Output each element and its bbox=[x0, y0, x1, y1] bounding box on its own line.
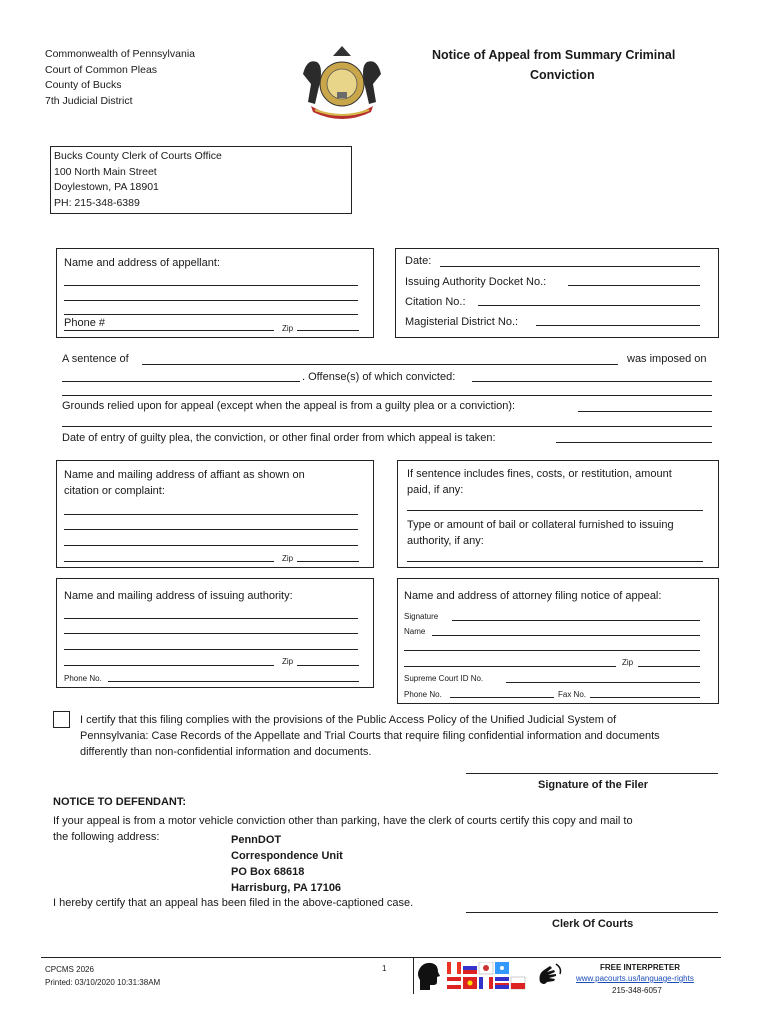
speaker-head-icon bbox=[416, 960, 442, 992]
offenses-field-2[interactable] bbox=[62, 395, 712, 396]
offenses-label: . Offense(s) of which convicted: bbox=[302, 371, 456, 383]
sign-language-icon bbox=[536, 962, 564, 990]
clerk-office-address bbox=[54, 149, 222, 211]
affiant-line-1[interactable] bbox=[64, 514, 358, 515]
bail-field[interactable] bbox=[407, 561, 703, 562]
language-flags-icon bbox=[447, 962, 531, 990]
issuing-authority-label: Name and mailing address of issuing authority: bbox=[64, 590, 293, 602]
notice-heading: NOTICE TO DEFENDANT: bbox=[53, 796, 187, 808]
sentence-label: A sentence of bbox=[62, 353, 129, 365]
grounds-label: Grounds relied upon for appeal (except when the appeal is from a guilty plea or a conviction): bbox=[62, 400, 516, 412]
appellant-phone-label: Phone # bbox=[64, 317, 105, 329]
footer-rule bbox=[41, 957, 721, 958]
supreme-court-field[interactable] bbox=[506, 682, 700, 683]
issuing-line-2[interactable] bbox=[64, 633, 358, 634]
checkbox-icon[interactable] bbox=[53, 711, 70, 728]
printed-date: Printed: 03/10/2020 10:31:38AM bbox=[45, 978, 161, 987]
affiant-line-4[interactable] bbox=[64, 561, 274, 562]
notice-line-1: If your appeal is from a motor vehicle conviction other than parking, have the clerk of courts certify this copy and mail to bbox=[53, 815, 633, 827]
imposed-label: was imposed on bbox=[627, 353, 707, 365]
court-line-1: Commonwealth of Pennsylvania bbox=[45, 48, 195, 60]
certify-line-3: differently than non-confidential information and documents. bbox=[80, 746, 372, 758]
court-header bbox=[45, 47, 195, 109]
page-number: 1 bbox=[382, 964, 387, 973]
affiant-zip-field[interactable] bbox=[297, 561, 359, 562]
issuing-line-1[interactable] bbox=[64, 618, 358, 619]
bail-label-1: Type or amount of bail or collateral furnished to issuing bbox=[407, 519, 674, 531]
affiant-zip-label: Zip bbox=[282, 554, 294, 563]
affiant-line-3[interactable] bbox=[64, 545, 358, 546]
court-line-2: Court of Common Pleas bbox=[45, 63, 158, 76]
attorney-fax-label: Fax No. bbox=[558, 690, 587, 699]
appellant-zip-field[interactable] bbox=[297, 330, 359, 331]
issuing-zip-label: Zip bbox=[282, 657, 294, 666]
attorney-zip-label: Zip bbox=[622, 658, 634, 667]
affiant-label-1: Name and mailing address of affiant as shown on bbox=[64, 469, 305, 481]
fines-label-2: paid, if any: bbox=[407, 484, 464, 496]
appellant-zip-label: Zip bbox=[282, 324, 294, 333]
interpreter-title: FREE INTERPRETER bbox=[600, 963, 681, 972]
attorney-fax-field[interactable] bbox=[590, 697, 700, 698]
affiant-label-2: citation or complaint: bbox=[64, 485, 165, 497]
district-label: Magisterial District No.: bbox=[405, 316, 519, 328]
grounds-field-1[interactable] bbox=[578, 411, 712, 412]
date-field[interactable] bbox=[440, 266, 700, 267]
form-title-line-1: Notice of Appeal from Summary Criminal bbox=[432, 48, 676, 62]
appellant-phone-field[interactable] bbox=[64, 330, 274, 331]
issuing-phone-field[interactable] bbox=[108, 681, 359, 682]
attorney-address-line[interactable] bbox=[404, 650, 700, 651]
docket-label: Issuing Authority Docket No.: bbox=[405, 276, 547, 288]
certify-text bbox=[80, 712, 660, 760]
court-line-3: County of Bucks bbox=[45, 79, 122, 91]
issuing-phone-label: Phone No. bbox=[64, 674, 102, 683]
penndot-line-3: PO Box 68618 bbox=[231, 866, 305, 878]
attorney-phone-label: Phone No. bbox=[404, 690, 442, 699]
issuing-line-4[interactable] bbox=[64, 665, 274, 666]
clerk-signature-line[interactable] bbox=[466, 912, 718, 913]
certify-line-1: I certify that this filing complies with the provisions of the Public Access Policy of the Unified Judicial System of bbox=[80, 714, 617, 726]
attorney-name-label: Name bbox=[404, 627, 426, 636]
appellant-line-2[interactable] bbox=[64, 300, 358, 301]
form-title-line-2: Conviction bbox=[530, 68, 595, 82]
attorney-signature-label: Signature bbox=[404, 612, 439, 621]
penndot-address bbox=[231, 832, 343, 896]
attorney-name-field[interactable] bbox=[432, 635, 700, 636]
court-line-4: 7th Judicial District bbox=[45, 94, 133, 107]
penndot-line-1: PennDOT bbox=[231, 834, 282, 846]
attorney-zip-field[interactable] bbox=[638, 666, 700, 667]
penndot-line-2: Correspondence Unit bbox=[231, 850, 343, 862]
appellant-line-1[interactable] bbox=[64, 285, 358, 286]
clerk-office-line-4: PH: 215-348-6389 bbox=[54, 196, 140, 209]
appeal-certify-line: I hereby certify that an appeal has been filed in the above-captioned case. bbox=[53, 897, 414, 909]
supreme-court-label: Supreme Court ID No. bbox=[404, 674, 484, 683]
attorney-phone-field[interactable] bbox=[450, 697, 554, 698]
issuing-zip-field[interactable] bbox=[297, 665, 359, 666]
filer-signature-label: Signature of the Filer bbox=[538, 779, 649, 791]
offenses-field-1[interactable] bbox=[472, 381, 712, 382]
filer-signature-line[interactable] bbox=[466, 773, 718, 774]
grounds-field-2[interactable] bbox=[62, 426, 712, 427]
district-field[interactable] bbox=[536, 325, 700, 326]
clerk-office-line-3: Doylestown, PA 18901 bbox=[54, 181, 159, 193]
attorney-city-line[interactable] bbox=[404, 666, 616, 667]
appellant-label: Name and address of appellant: bbox=[64, 257, 220, 269]
imposed-date-field[interactable] bbox=[62, 381, 300, 382]
sentence-field[interactable] bbox=[142, 364, 618, 365]
date-entry-label: Date of entry of guilty plea, the conviction, or other final order from which appeal is taken: bbox=[62, 432, 496, 444]
date-label: Date: bbox=[405, 255, 432, 267]
fines-label-1: If sentence includes fines, costs, or restitution, amount bbox=[407, 468, 672, 480]
form-id: CPCMS 2026 bbox=[45, 965, 94, 974]
citation-label: Citation No.: bbox=[405, 296, 466, 308]
affiant-line-2[interactable] bbox=[64, 529, 358, 530]
penndot-line-4: Harrisburg, PA 17106 bbox=[231, 882, 342, 894]
certify-line-2: Pennsylvania: Case Records of the Appellate and Trial Courts that require filing confidential information and documents bbox=[80, 730, 660, 742]
docket-field[interactable] bbox=[568, 285, 700, 286]
bail-label-2: authority, if any: bbox=[407, 535, 484, 547]
appellant-line-3[interactable] bbox=[64, 314, 358, 315]
footer-divider bbox=[413, 958, 414, 994]
clerk-of-courts-label: Clerk Of Courts bbox=[552, 918, 634, 930]
interpreter-phone: 215-348-6057 bbox=[612, 986, 662, 995]
clerk-office-line-1: Bucks County Clerk of Courts Office bbox=[54, 150, 222, 162]
clerk-office-line-2: 100 North Main Street bbox=[54, 165, 157, 178]
notice-line-2: the following address: bbox=[53, 831, 160, 843]
pennsylvania-seal-icon bbox=[293, 44, 391, 120]
attorney-signature-field[interactable] bbox=[452, 620, 700, 621]
interpreter-link[interactable]: www.pacourts.us/language-rights bbox=[576, 974, 694, 983]
fines-field[interactable] bbox=[407, 510, 703, 511]
date-entry-field[interactable] bbox=[556, 442, 712, 443]
issuing-line-3[interactable] bbox=[64, 649, 358, 650]
attorney-label: Name and address of attorney filing notice of appeal: bbox=[404, 590, 662, 602]
citation-field[interactable] bbox=[478, 305, 700, 306]
